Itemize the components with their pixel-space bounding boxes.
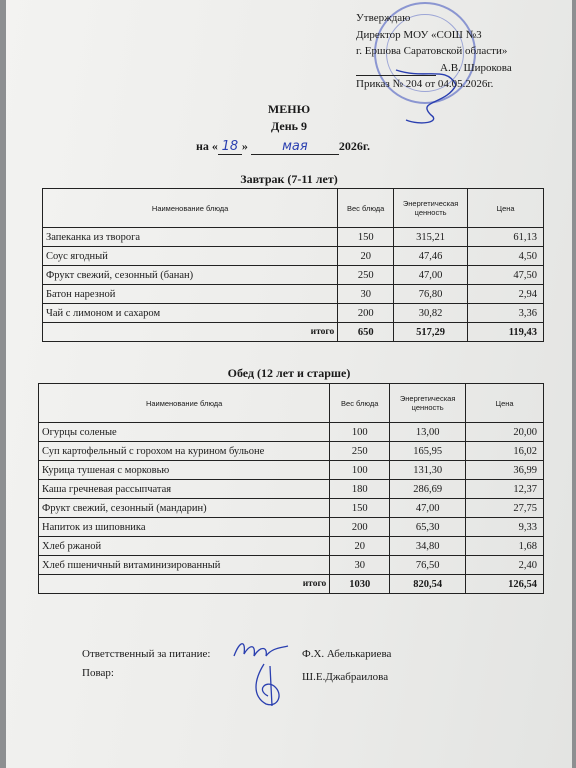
dish-name: Каша гречневая рассыпчатая — [39, 480, 330, 499]
lunch-title: Обед (12 лет и старше) — [227, 366, 351, 380]
dish-energy: 286,69 — [390, 480, 466, 499]
table-row — [39, 461, 544, 480]
table-row — [39, 499, 544, 518]
dish-weight: 30 — [338, 285, 394, 304]
dish-price: 20,00 — [466, 423, 544, 442]
dish-weight: 20 — [330, 537, 390, 556]
approval-line: Утверждаю — [356, 12, 411, 24]
total-label: итого — [39, 575, 330, 594]
breakfast-table — [42, 188, 544, 342]
dish-energy: 131,30 — [390, 461, 466, 480]
dish-price: 2,40 — [466, 556, 544, 575]
table-row — [43, 285, 544, 304]
table-row — [39, 423, 544, 442]
dish-energy: 47,46 — [394, 247, 468, 266]
dish-price: 4,50 — [468, 247, 544, 266]
document-page — [6, 0, 572, 768]
dish-energy: 315,21 — [394, 228, 468, 247]
col-header-name: Наименование блюда — [39, 384, 330, 423]
dish-energy: 30,82 — [394, 304, 468, 323]
total-price: 119,43 — [468, 323, 544, 342]
table-row — [43, 228, 544, 247]
col-header-name: Наименование блюда — [43, 189, 338, 228]
dish-weight: 200 — [338, 304, 394, 323]
dish-weight: 150 — [338, 228, 394, 247]
dish-name: Запеканка из творога — [43, 228, 338, 247]
table-row — [43, 266, 544, 285]
table-row — [39, 537, 544, 556]
col-header-weight: Вес блюда — [330, 384, 390, 423]
dish-energy: 13,00 — [390, 423, 466, 442]
dish-weight: 200 — [330, 518, 390, 537]
dish-name: Напиток из шиповника — [39, 518, 330, 537]
dish-weight: 100 — [330, 423, 390, 442]
dish-energy: 47,00 — [394, 266, 468, 285]
table-row — [39, 556, 544, 575]
col-header-price: Цена — [468, 189, 544, 228]
dish-price: 1,68 — [466, 537, 544, 556]
menu-day: День 9 — [271, 119, 307, 133]
date-month: мая — [282, 139, 308, 154]
dish-weight: 250 — [330, 442, 390, 461]
table-row — [39, 480, 544, 499]
director-name: А.В. Широкова — [440, 61, 512, 74]
dish-price: 36,99 — [466, 461, 544, 480]
date-prefix: на « — [196, 139, 218, 153]
dish-price: 47,50 — [468, 266, 544, 285]
cook-signature — [244, 660, 294, 710]
dish-name: Огурцы соленые — [39, 423, 330, 442]
dish-weight: 250 — [338, 266, 394, 285]
lunch-table — [38, 383, 544, 594]
menu-title: МЕНЮ — [267, 102, 311, 116]
dish-weight: 180 — [330, 480, 390, 499]
dish-name: Суп картофельный с горохом на курином бульоне — [39, 442, 330, 461]
total-weight: 650 — [338, 323, 394, 342]
col-header-weight: Вес блюда — [338, 189, 394, 228]
cook-name: Ш.Е.Джабраилова — [302, 671, 389, 683]
approval-line — [356, 60, 566, 77]
dish-weight: 100 — [330, 461, 390, 480]
responsible-label: Ответственный за питание: — [82, 648, 211, 660]
dish-price: 16,02 — [466, 442, 544, 461]
dish-price: 9,33 — [466, 518, 544, 537]
date-suffix: 2026г. — [338, 139, 371, 153]
dish-name: Чай с лимоном и сахаром — [43, 304, 338, 323]
approval-block — [356, 10, 566, 93]
col-header-price: Цена — [466, 384, 544, 423]
responsible-name: Ф.Х. Абелькариева — [302, 648, 392, 660]
dish-price: 2,94 — [468, 285, 544, 304]
dish-weight: 150 — [330, 499, 390, 518]
dish-energy: 65,30 — [390, 518, 466, 537]
total-row — [43, 323, 544, 342]
dish-weight: 20 — [338, 247, 394, 266]
dish-energy: 76,50 — [390, 556, 466, 575]
total-row — [39, 575, 544, 594]
dish-energy: 47,00 — [390, 499, 466, 518]
dish-energy: 165,95 — [390, 442, 466, 461]
dish-energy: 34,80 — [390, 537, 466, 556]
date-day: 18 — [221, 139, 239, 154]
dish-name: Хлеб ржаной — [39, 537, 330, 556]
total-label: итого — [43, 323, 338, 342]
table-row — [43, 247, 544, 266]
breakfast-title: Завтрак (7-11 лет) — [240, 172, 338, 186]
col-header-energy: Энергетическая ценность — [394, 189, 468, 228]
dish-price: 61,13 — [468, 228, 544, 247]
dish-price: 12,37 — [466, 480, 544, 499]
total-energy: 820,54 — [390, 575, 466, 594]
dish-price: 27,75 — [466, 499, 544, 518]
menu-date — [196, 139, 370, 155]
dish-name: Батон нарезной — [43, 285, 338, 304]
approval-line: Приказ № 204 от 04.05.2026г. — [356, 78, 494, 90]
dish-price: 3,36 — [468, 304, 544, 323]
dish-name: Фрукт свежий, сезонный (банан) — [43, 266, 338, 285]
date-mid: » — [241, 139, 248, 153]
dish-name: Соус ягодный — [43, 247, 338, 266]
table-row — [43, 304, 544, 323]
table-row — [39, 442, 544, 461]
approval-line: г. Ершова Саратовской области» — [356, 45, 508, 57]
dish-name: Курица тушеная с морковью — [39, 461, 330, 480]
total-weight: 1030 — [330, 575, 390, 594]
cook-label: Повар: — [82, 667, 114, 679]
total-price: 126,54 — [466, 575, 544, 594]
dish-weight: 30 — [330, 556, 390, 575]
dish-energy: 76,80 — [394, 285, 468, 304]
approval-line: Директор МОУ «СОШ №3 — [356, 28, 482, 41]
table-row — [39, 518, 544, 537]
dish-name: Фрукт свежий, сезонный (мандарин) — [39, 499, 330, 518]
dish-name: Хлеб пшеничный витаминизированный — [39, 556, 330, 575]
col-header-energy: Энергетическая ценность — [390, 384, 466, 423]
total-energy: 517,29 — [394, 323, 468, 342]
